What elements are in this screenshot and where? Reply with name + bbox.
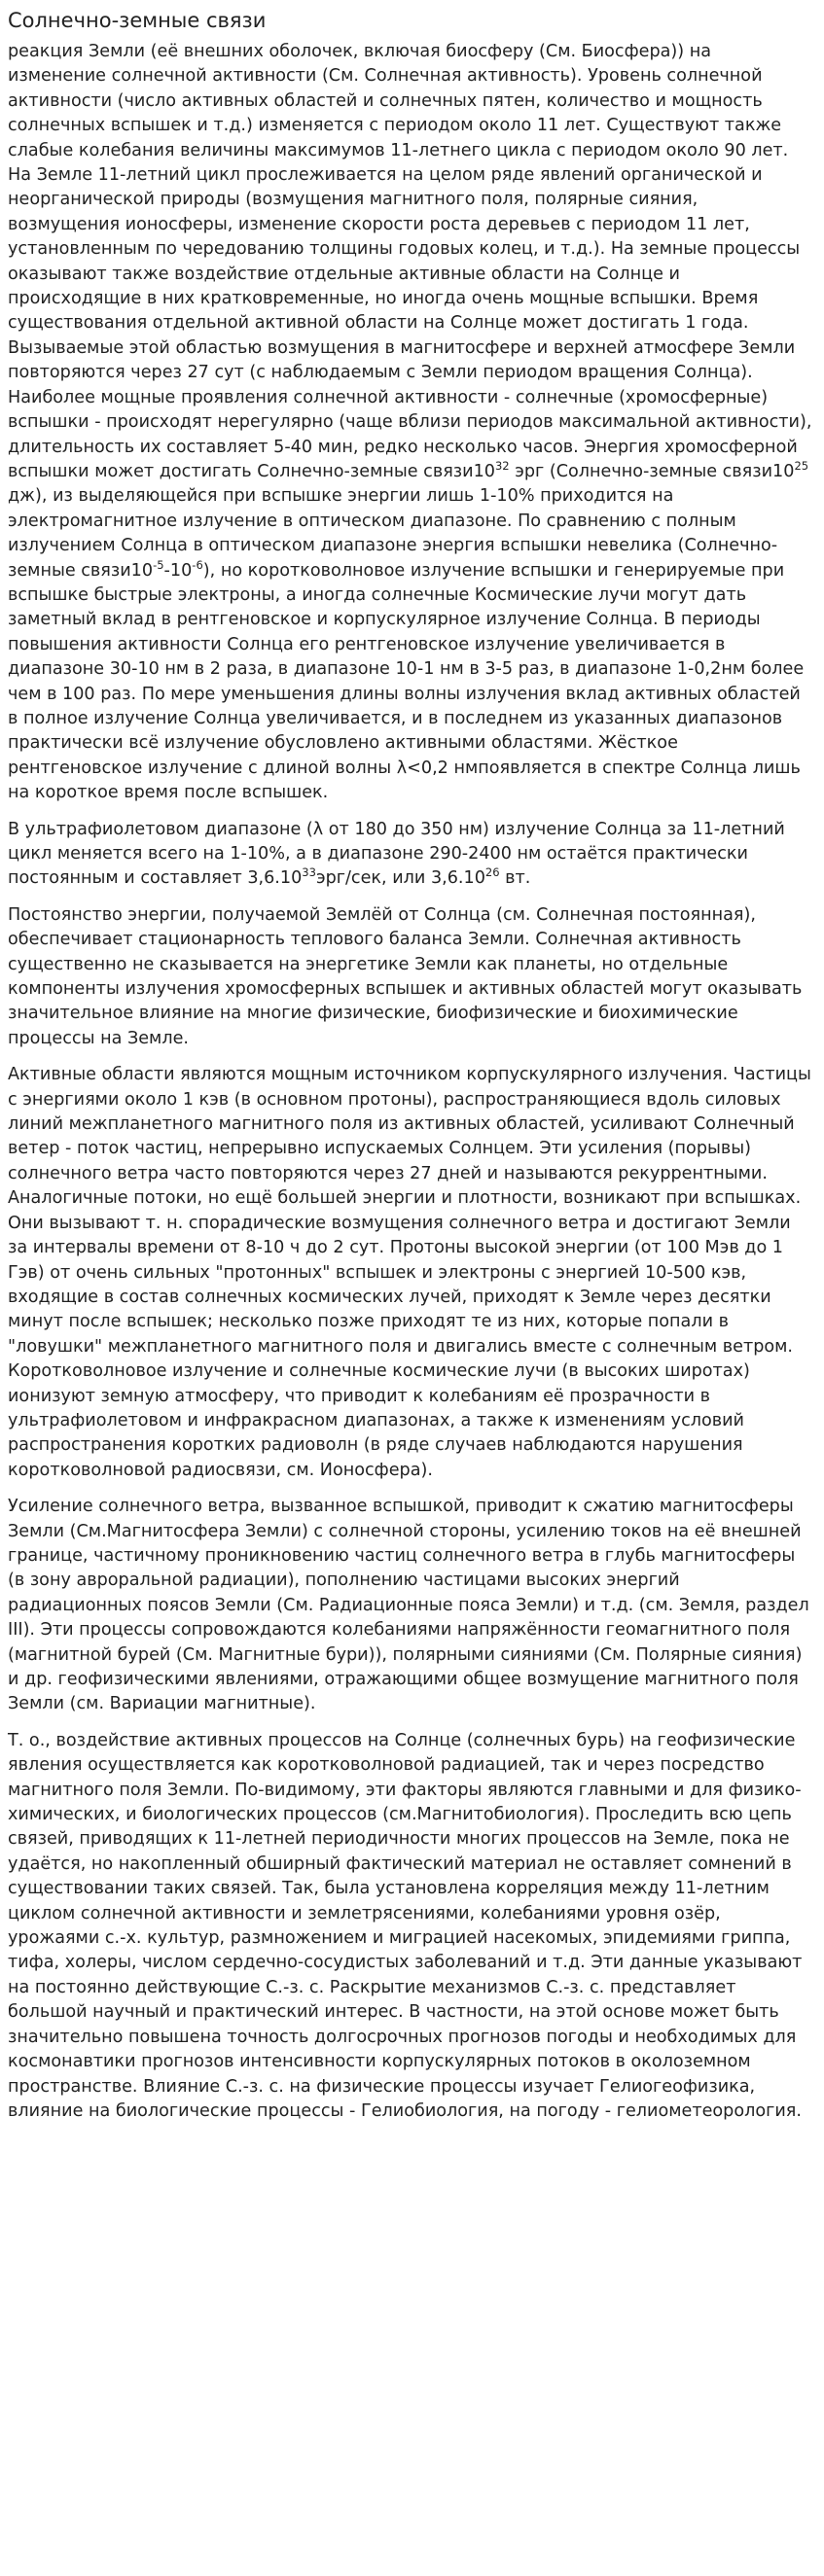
- paragraph-text: вт.: [499, 868, 531, 889]
- paragraph-text: Т. о., воздействие активных процессов на Солнце (солнечных бурь) на геофизические явления осуществляется как коротковолновой радиацией, так и через посредство магнитного поля Земли. По-видимому, эти факторы являются главными и для физико-химических, и биологических процессов (см.Магнитобиология). Проследить всю цепь связей, приводящих к 11-летней периодичности многих процессов на Земле, пока не удаётся, но накопленный обширный фактический материал не оставляет сомнений в существовании таких связей. Так, была установлена корреляция между 11-летним циклом солнечной активности и землетрясениями, колебаниями уровня озёр, урожаями с.-х. культур, размножением и миграцией насекомых, эпидемиями гриппа, тифа, холеры, числом сердечно-сосудистых заболеваний и т.д. Эти данные указывают на постоянно действующие С.-з. с. Раскрытие механизмов С.-з. с. представляет большой научный и практический интерес. В частности, на этой основе может быть значительно повышена точность долгосрочных прогнозов погоды и необходимых для космонавтики прогнозов интенсивности корпускулярных потоков в околоземном пространстве. Влияние С.-з. с. на физические процессы изучает Гелиогеофизика, влияние на биологические процессы - Гелиобиология, на погоду - гелиометеорология.: [8, 1730, 803, 2121]
- article-title: Солнечно-земные связи: [8, 9, 267, 32]
- paragraph-text: ), но коротковолновое излучение вспышки и генерируемые при вспышке быстрые электроны, а иногда солнечные Космические лучи могут дать заметный вклад в рентгеновское и корпускулярное излучение Солнца. В периоды повышения активности Солнца его рентгеновское излучение увеличивается в диапазоне 30-10 нм в 2 раза, в диапазоне 10-1 нм в 3-5 раз, в диапазоне 1-0,2нм более чем в 100 раз. По мере уменьшения длины волны излучения вклад активных областей в полное излучение Солнца увеличивается, и в последнем из указанных диапазонов практически всё излучение обусловлено активными областями. Жёсткое рентгеновское излучение с длиной волны λ<0,2 нмпоявляется в спектре Солнца лишь на короткое время после вспышек.: [8, 560, 805, 803]
- superscript-exponent: 26: [484, 865, 500, 880]
- article-paragraph: [8, 40, 814, 806]
- superscript-exponent: -5: [153, 557, 164, 572]
- article-paragraph: [8, 903, 814, 1051]
- superscript-exponent: 25: [794, 458, 809, 473]
- paragraph-text: Усиление солнечного ветра, вызванное вспышкой, приводит к сжатию магнитосферы Земли (См.Магнитосфера Земли) с солнечной стороны, усилению токов на её внешней границе, частичному проникновению частиц солнечного ветра в глубь магнитосферы (в зону авроральной радиации), пополнению частицами высоких энергий радиационных поясов Земли (См. Радиационные пояса Земли) и т.д. (см. Земля, раздел III). Эти процессы сопровождаются колебаниями напряжённости геомагнитного поля (магнитной бурей (См. Магнитные бури)), полярными сияниями (См. Полярные сияния) и др. геофизическими явлениями, отражающими общее возмущение магнитного поля Земли (см. Вариации магнитные).: [8, 1497, 809, 1714]
- superscript-exponent: 32: [494, 458, 510, 473]
- article-paragraph: [8, 1495, 814, 1717]
- paragraph-text: эрг/сек, или 3,6.10: [315, 868, 485, 889]
- paragraph-text: дж), из выделяющейся при вспышке энергии лишь 1-10% приходится на электромагнитное излучение в оптическом диапазоне. По сравнению с полным излучением Солнца в оптическом диапазоне энергия вспышки невелика (Солнечно-земные связи10: [8, 486, 778, 581]
- article-body: [8, 40, 814, 2124]
- paragraph-text: реакция Земли (её внешних оболочек, включая биосферу (См. Биосфера)) на изменение солнечной активности (См. Солнечная активность). Уровень солнечной активности (число активных областей и солнечных пятен, количество и мощность солнечных вспышек и т.д.) изменяется с периодом около 11 лет. Существуют также слабые колебания величины максимумов 11-летнего цикла с периодом около 90 лет. На Земле 11-летний цикл прослеживается на целом ряде явлений органической и неорганической природы (возмущения магнитного поля, полярные сияния, возмущения ионосферы, изменение скорости роста деревьев с периодом 11 лет, установленным по чередованию толщины годовых колец, и т.д.). На земные процессы оказывают также воздействие отдельные активные области на Солнце и происходящие в них кратковременные, но иногда очень мощные вспышки. Время существования отдельной активной области на Солнце может достигать 1 года. Вызываемые этой областью возмущения в магнитосфере и верхней атмосфере Земли повторяются через 27 сут (с наблюдаемым с Земли периодом вращения Солнца). Наиболее мощные проявления солнечной активности - солнечные (хромосферные) вспышки - происходят нерегулярно (чаще вблизи периодов максимальной активности), длительность их составляет 5-40 мин, редко несколько часов. Энергия хромосферной вспышки может достигать Солнечно-земные связи10: [8, 42, 812, 481]
- paragraph-text: Постоянство энергии, получаемой Землёй от Солнца (см. Солнечная постоянная), обеспечивает стационарность теплового баланса Земли. Солнечная активность существенно не сказывается на энергетике Земли как планеты, но отдельные компоненты излучения хромосферных вспышек и активных областей могут оказывать значительное влияние на многие физические, биофизические и биохимические процессы на Земле.: [8, 904, 803, 1048]
- paragraph-text: Активные области являются мощным источником корпускулярного излучения. Частицы с энергиями около 1 кэв (в основном протоны), распространяющиеся вдоль силовых линий межпланетного магнитного поля из активных областей, усиливают Солнечный ветер - поток частиц, непрерывно испускаемых Солнцем. Эти усиления (порывы) солнечного ветра часто повторяются через 27 дней и называются рекуррентными. Аналогичные потоки, но ещё большей энергии и плотности, возникают при вспышках. Они вызывают т. н. спорадические возмущения солнечного ветра и достигают Земли за интервалы времени от 8-10 ч до 2 сут. Протоны высокой энергии (от 100 Мэв до 1 Гэв) от очень сильных "протонных" вспышек и электроны с энергией 10-500 кэв, входящие в состав солнечных космических лучей, приходят к Земле через десятки минут после вспышек; несколько позже приходят те из них, которые попали в "ловушки" межпланетного магнитного поля и двигались вместе с солнечным ветром. Коротковолновое излучение и солнечные космические лучи (в высоких широтах) ионизуют земную атмосферу, что приводит к колебаниям её прозрачности в ультрафиолетовом и инфракрасном диапазонах, а также к изменениям условий распространения коротких радиоволн (в ряде случаев наблюдаются нарушения коротковолновой радиосвязи, см. Ионосфера).: [8, 1065, 811, 1480]
- paragraph-text: В ультрафиолетовом диапазоне (λ от 180 до 350 нм) излучение Солнца за 11-летний цикл меняется всего на 1-10%, а в диапазоне 290-2400 нм остаётся практически постоянным и составляет 3,6.10: [8, 819, 785, 889]
- article-paragraph: [8, 1729, 814, 2125]
- paragraph-text: -10: [163, 560, 193, 581]
- superscript-exponent: -6: [192, 557, 203, 572]
- superscript-exponent: 33: [302, 865, 316, 880]
- article-paragraph: [8, 1063, 814, 1483]
- paragraph-text: эрг (Солнечно-земные связи10: [509, 461, 795, 481]
- article-paragraph: [8, 818, 814, 892]
